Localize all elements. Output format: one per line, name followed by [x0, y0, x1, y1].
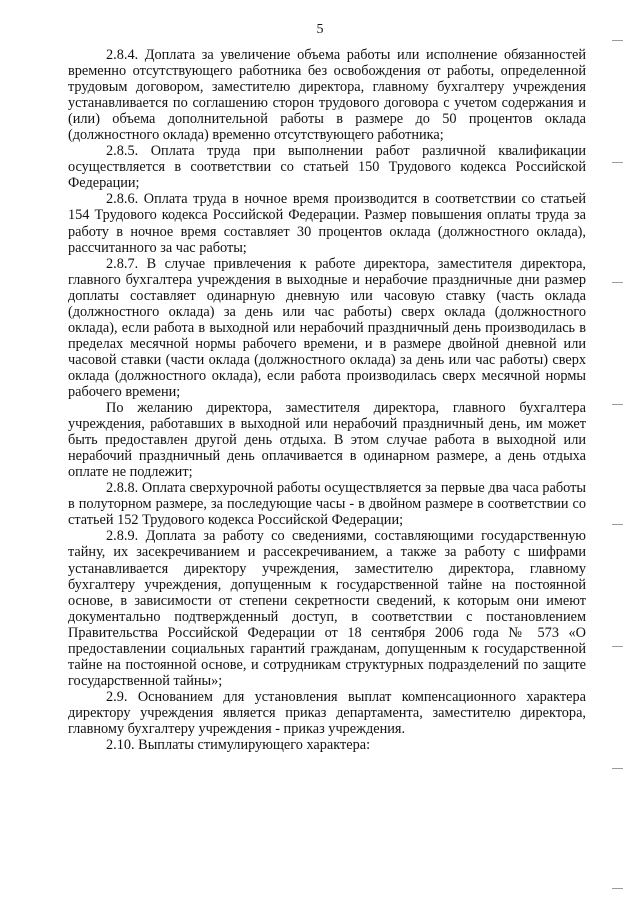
scan-mark	[612, 524, 623, 525]
scan-mark	[612, 888, 623, 889]
paragraph-2-10: 2.10. Выплаты стимулирующего характера:	[106, 737, 371, 754]
scan-mark	[612, 40, 623, 41]
page-number: 5	[316, 22, 324, 37]
paragraph-2-8-4: 2.8.4. Доплата за увеличение объема работы или исполнение обязанностей временно отсутствующего работника без освобождения от работы, определенной трудовым договором, заместителю директора, главному бухгалтеру учреждения устанавливается по соглашению сторон трудового договора с учетом содержания и (или) объема дополнительной работы в размере до 50 процентов оклада (должностного оклада) временно отсутствующего работника;	[68, 47, 586, 144]
paragraph-2-8-7: 2.8.7. В случае привлечения к работе директора, заместителя директора, главного бухгалтера учреждения в выходные и нерабочие праздничные дни размер доплаты составляет одинарную дневную или часовую ставку (часть оклада (должностного оклада) за день или час работы) сверх оклада (должностного оклада), если работа в выходной или нерабочий праздничный день производилась в пределах месячной нормы рабочего времени, и в размере двойной дневной или часовой ставки (части оклада (должностного оклада) за день или час работы) сверх оклада (должностного оклада), если работа производилась сверх месячной нормы рабочего времени;	[68, 255, 586, 400]
paragraph-2-8-8: 2.8.8. Оплата сверхурочной работы осуществляется за первые два часа работы в полуторном размере, за последующие часы - в двойном размере в соответствии со статьей 152 Трудового кодекса Российской Федерации;	[68, 480, 586, 529]
paragraph-day-off: По желанию директора, заместителя директора, главного бухгалтера учреждения, работавших в выходной или нерабочий праздничный день, им может быть предоставлен другой день отдыха. В этом случае работа в выходной или нерабочий праздничный день оплачивается в одинарном размере, а день отдыха оплате не подлежит;	[68, 400, 586, 481]
scan-mark	[612, 162, 623, 163]
scan-mark	[612, 282, 623, 283]
scan-mark	[612, 404, 623, 405]
paragraph-2-8-5: 2.8.5. Оплата труда при выполнении работ различной квалификации осуществляется в соответствии со статьей 150 Трудового кодекса Российской Федерации;	[68, 143, 586, 192]
paragraph-2-8-6: 2.8.6. Оплата труда в ночное время производится в соответствии со статьей 154 Трудового кодекса Российской Федерации. Размер повышения оплаты труда за работу в ночное время составляет 30 процентов оклада (должностного оклада), рассчитанного за час работы;	[68, 191, 586, 256]
scan-mark	[612, 646, 623, 647]
scan-mark	[612, 768, 623, 769]
document-body	[68, 47, 586, 753]
paragraph-2-9: 2.9. Основанием для установления выплат компенсационного характера директору учреждения является приказ департамента, заместителю директора, главному бухгалтеру учреждения - приказ учреждения.	[68, 688, 586, 737]
paragraph-2-8-9: 2.8.9. Доплата за работу со сведениями, составляющими государственную тайну, их засекречиванием и рассекречиванием, а также за работу с шифрами устанавливается директору учреждения, заместителю директора, главному бухгалтеру учреждения, допущенным к государственной тайне на постоянной основе, в зависимости от степени секретности сведений, к которым они имеют документально подтвержденный доступ, в соответствии с постановлением Правительства Российской Федерации от 18 сентября 2006 года № 573 «О предоставлении социальных гарантий гражданам, допущенным к государственной тайне на постоянной основе, и сотрудникам структурных подразделений по защите государственной тайны»;	[68, 528, 586, 689]
